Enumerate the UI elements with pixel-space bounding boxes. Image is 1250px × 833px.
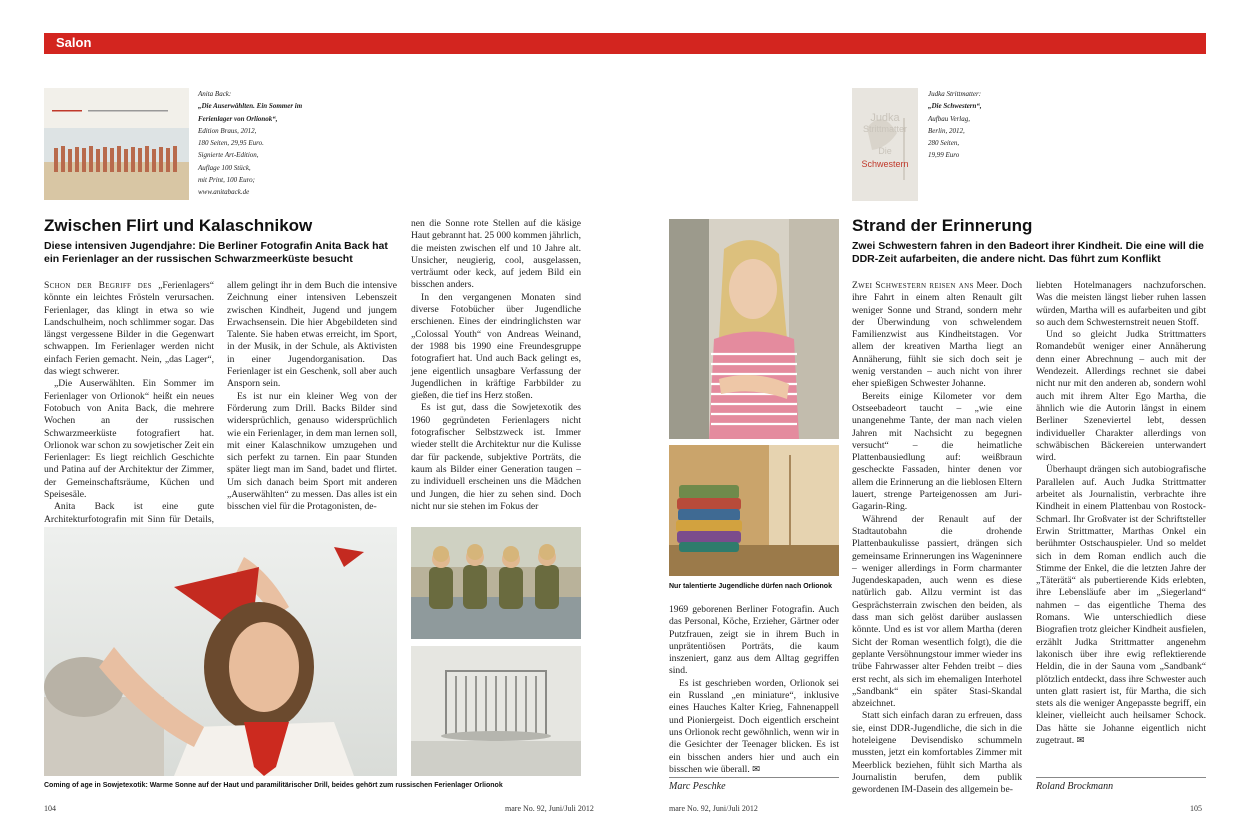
article-column-4-left	[669, 604, 839, 776]
paragraph: 1969 geborenen Berliner Fotografin. Auch das Personal, Köche, Erzieher, Gärtner oder Putzfrauen, zeigt sie in ihrem Buch in unprätentiösen Porträts, die kaum inszeniert, ganz aus dem Alltag gegriffen sind.	[669, 604, 839, 677]
deck-left: Diese intensiven Jugendjahre: Die Berliner Fotografin Anita Back hat ein Ferienlager an der russischen Schwarzmeerküste besucht	[44, 240, 388, 266]
article-column-3-left	[411, 218, 581, 516]
article-column-1-right	[852, 280, 1023, 796]
article-column-2-right	[1036, 280, 1206, 776]
book-title: „Die Auserwählten. Ein Sommer im Ferienlager von Orlionok“,	[198, 102, 303, 123]
author-left: Marc Peschke	[669, 781, 726, 792]
photo-stacked-blankets	[669, 445, 839, 576]
cover-author-last: Strittmatter	[862, 124, 907, 134]
author-rule	[669, 777, 839, 778]
paragraph: Bereits einige Kilometer vor dem Ostseebadeort taucht – „wie eine unangenehme Tante, der man nach vielen Jahren mit Nachsicht zu begegnen versucht“ – die heimatliche Plattenbausiedlung auf: weißbraun gescheckte Fassaden, hinter denen vor allem die Erinnerung an die lieblosen Eltern lauert, strenge Parteigenossen am Juri-Gagarin-Ring.	[852, 390, 1022, 513]
book-detail: Aufbau Verlag,	[928, 114, 970, 123]
article-column-2-left	[227, 280, 397, 516]
paragraph: In den vergangenen Monaten sind diverse Fotobücher über Jugendliche erschienen. Eines der eindringlichsten war „Colossal Youth“ von Andreas Weinand, der 1988 bis 1990 eine Freundesgruppe fotografiert hat. Und auch Back gelingt es, jene eigentlich unsagbare Verfassung der Jugendlichen in kräftige Farbbilder zu gießen, die tief ins Herz stoßen.	[411, 291, 581, 402]
cover-author-first: Judka	[870, 112, 900, 124]
book-detail: Berlin, 2012,	[928, 126, 965, 135]
book-detail: 180 Seiten, 29,95 Euro.	[198, 139, 264, 148]
article-column-1-left	[44, 280, 214, 525]
paragraph: liebten Hotelmanagers nachzuforschen. Was die meisten längst lieber ruhen lassen würden, Martha will es aufarbeiten und gibt so auch dem Schwesternstreit neuen Stoff.	[1036, 280, 1206, 328]
book-detail: Edition Braus, 2012,	[198, 126, 257, 135]
book-author: Judka Strittmatter:	[928, 90, 982, 98]
paragraph: „Die Auserwählten. Ein Sommer im Ferienlager von Orlionok“ heißt ein neues Fotobuch von Anita Back, die mehrere Wochen an der russischen Schwarzmeerküste fotografiert hat. Orlionok war schon zu sowjetischer Zeit ein Ferienlager: Es liegt reichlich Geschichte und Patina auf der Architektur der Zimmer, der Gemeinschaftsräume, Küchen und Speisesäle.	[44, 378, 214, 501]
cover-title-die: Die	[878, 146, 892, 156]
paragraph: nen die Sonne rote Stellen auf die käsige Haut gebrannt hat. 25 000 kommen jährlich, die meisten zwischen elf und 10 Jahre alt. Unsicher, neugierig, cool, ausgelassen, verträumt oder keck, auf jedem Bild ein bisschen anders.	[411, 218, 581, 291]
issue-info-left: mare No. 92, Juni/Juli 2012	[505, 804, 594, 813]
paragraph: Es ist gut, dass die Sowjetexotik des 1960 gegründeten Ferienlagers nicht fotografischer Selbstzweck ist. Immer wieder stellt die Architektur nur die Kulisse dar für packende, subjektive Porträts, die kaum als Bilder einer Generation taugen – zu individuell erscheinen uns die Mädchen und Jungen, die hier zu sehen sind. Doch nicht nur sie stehen im Fokus der	[411, 402, 581, 512]
photo-dish-rack	[411, 646, 581, 776]
book-author: Anita Back:	[198, 90, 232, 98]
paragraph: Während der Renault auf der Stadtautobahn die drohende Plattenbaukulisse passiert, drängen sich gemeinsame Erinnerungen ins Wageninnere – weniger allerdings in Form charmanter Jugendeskapaden, auch wenn es diese natürlich gab. Allzu vermint ist das Gesprächsterrain zwischen den beiden, als dass man sich gelöst darüber auslassen könnte. Und es ist vor allem Martha (deren Sicht der Roman wesentlich folgt), die die geplante Versöhnungstour immer wieder ins trübe Fahrwasser alter Fehden treibt – dies erst recht, als sich im ehemaligen Interhotel „Sandbank“ ein später Stasi-Skandal abzeichnet.	[852, 513, 1022, 710]
book-title: „Die Schwestern“,	[928, 102, 982, 111]
paragraph: Es ist nur ein kleiner Weg von der Förderung zum Drill. Backs Bilder sind widersprüchlich, genauso widersprüchlich wie ein Ferienlager, in dem man lernen soll, mit einer Kalaschnikow umzugehen und sich perfekt zu tarnen. Ein paar Stunden später liegt man im Sand, badet und flirtet. Um sich danach beim Sport mit anderen „Auserwählten“ zu messen. Das alles ist ein bisschen viel für die Protagonisten, de-	[227, 390, 397, 513]
photo-pioneer-girl-salute	[44, 527, 397, 776]
paragraph: allem gelingt ihr in dem Buch die intensive Zeichnung einer intensiven Lebenszeit zwischen Kindheit, Jugend und jungem Erwachsensein. Die hier Abgebildeten sind Talente. Sie haben etwas erreicht, im Sport, in der Musik, in der Schule, als Aktivisten in einer Jugendorganisation. Das Ferienlager ist ein Geschenk, soll aber auch Ansporn sein.	[227, 280, 397, 390]
book-detail: Auflage 100 Stück,	[198, 163, 251, 172]
deck-right: Zwei Schwestern fahren in den Badeort ihrer Kindheit. Die eine will die DDR-Zeit aufarbeiten, die andere nicht. Das führt zum Konflikt	[852, 240, 1204, 266]
caption-main-photo: Coming of age in Sowjetexotik: Warme Sonne auf der Haut und paramilitärischer Drill, beides gehört zum russischen Ferienlager Orlionok	[44, 782, 503, 789]
page-number-right: 105	[1190, 804, 1202, 813]
paragraph: Anita Back ist eine gute Architekturfotografin mit Sinn für Details,	[44, 501, 214, 525]
book-detail: 19,99 Euro	[928, 151, 960, 160]
book-website-link[interactable]: www.anitaback.de	[198, 188, 250, 197]
section-banner	[44, 33, 1206, 54]
page-number-left: 104	[44, 804, 56, 813]
paragraph: Es ist geschrieben worden, Orlionok sei ein Russland „en miniature“, inklusive eines Hauches Kalter Krieg, Fahnenappell und Pioniergeist. Doch eigentlich erscheint uns Orlionok recht gewöhnlich, wenn wir in die Gesichter der Teenager blicken. Es ist ein bisschen anders hier und auch ein bisschen wie überall. ✉	[669, 677, 839, 775]
book-detail: Signierte Art-Edition,	[198, 151, 259, 160]
issue-info-right: mare No. 92, Juni/Juli 2012	[669, 804, 758, 813]
paragraph: Und so gleicht Judka Strittmatters Romandebüt weniger einer Annäherung denn einer Abrechnung – auch mit der Wendezeit. Allerdings rechnet sie dabei nicht nur mit den anderen ab, sondern wohl auch mit ihrem Alter Ego Martha, die ähnlich wie die Autorin längst in einem Berliner Szeneviertel lebt, dessen individueller Charakter allerdings von schwäbischen Bäckereien unterwandert wird.	[1036, 329, 1206, 464]
paragraph: Schon der Begriff des „Ferienlagers“ könnte ein leichtes Frösteln verursachen. Ferienlager, das klingt in etwa so wie Landschulheim, noch schlimmer sogar. Das längst vergessene Bilder in die Gegenwart schwappen. Im Ferienlager werden nicht einfach Ferien gemacht. Nein, „das Lager“, das wiegt schwerer.	[44, 280, 214, 378]
paragraph: Statt sich einfach daran zu erfreuen, dass sie, einst DDR-Jugendliche, die sich in die hoteleigene Devisendisko schummeln mussten, jetzt ein komfortables Zimmer mit Meerblick beziehen, fühlt sich Martha als Journalistin berufen, dem publik gewordenen IM-Dasein des allgemein be-	[852, 710, 1022, 796]
book-detail: mit Print, 100 Euro;	[198, 176, 255, 185]
cover-title: Schwestern	[861, 159, 909, 169]
headline-left: Zwischen Flirt und Kalaschnikow	[44, 216, 313, 235]
paragraph: Zwei Schwestern reisen ans Meer. Doch ihre Fahrt in einem alten Renault gilt weniger Sonne und Strand, sondern mehr der Überwindung von schwelendem Familienzwist aus Kindheitstagen. Vor allem der kreativen Martha liegt an Annäherung, fühlt sie sich doch seit je wenig verstanden – auch nicht von ihrer eher spießigen Schwester Johanne.	[852, 280, 1023, 390]
book-cover-title	[852, 112, 918, 170]
caption-right-photo: Nur talentierte Jugendliche dürfen nach Orlionok	[669, 583, 832, 590]
book-cover-anita-back	[44, 88, 189, 200]
photo-blonde-girl	[669, 219, 839, 439]
headline-right: Strand der Erinnerung	[852, 216, 1033, 235]
author-rule	[1036, 777, 1206, 778]
section-label: Salon	[56, 35, 92, 50]
photo-girls-on-sofa	[411, 527, 581, 639]
book-info-right	[928, 88, 1048, 162]
paragraph: Überhaupt drängen sich autobiografische Parallelen auf. Auch Judka Strittmatter arbeitet als Journalistin, verbrachte ihre Kindheit in einem Plattenbau von Rostock-Schmarl. Ihr Großvater ist der Schriftsteller Erwin Strittmatter, Marthas Onkel ein berühmter Ostschauspieler. Und so meldet sich in dem Roman endlich auch die Stimme der Enkel, die die letzten Jahre der „Täterätä“ als pubertierende Kids erlebten, ihre Lebensläufe aber im „Siegerland“ nahmen – das eigentliche Thema des Romans. Wie unterschiedlich diese Biografien trotz gleicher Kindheit ausfielen, erzählt Judka Strittmatter angenehm lakonisch über ihre ewig reflektierende Heldin, die in der Sauna vom „Sandbank“ plötzlich entdeckt, dass ihre Schwester auch unten glatt rasiert ist, für Martha, die sich stets als die weniger Angepasste begriff, ein kleiner, vielleicht auch heilsamer Schock. Das hätte sie Johanne eigentlich nicht zugetraut. ✉	[1036, 464, 1206, 746]
book-detail: 280 Seiten,	[928, 139, 960, 148]
book-info-left	[198, 88, 323, 199]
author-right: Roland Brockmann	[1036, 781, 1114, 792]
